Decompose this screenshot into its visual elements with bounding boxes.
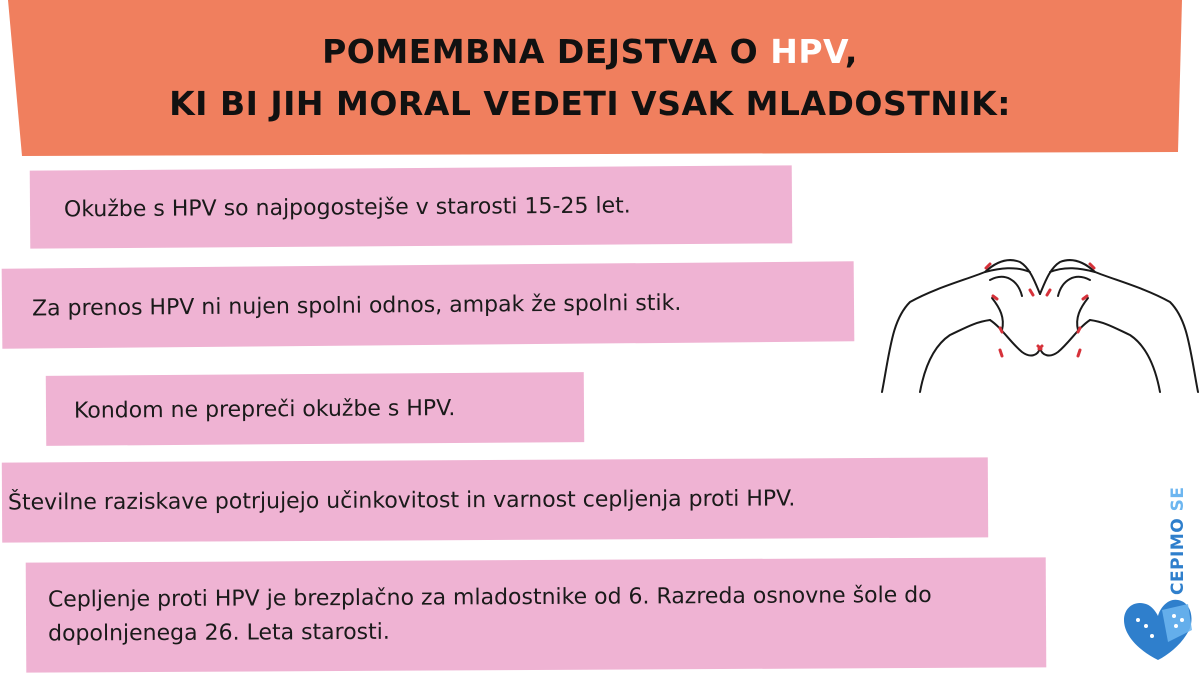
title-highlight: HPV bbox=[770, 32, 845, 71]
fact-text-4: Številne raziskave potrjujejo učinkovitost in varnost cepljenja proti HPV. bbox=[7, 485, 796, 516]
fact-text-2: Za prenos HPV ni nujen spolni odnos, ampak že spolni stik. bbox=[31, 290, 682, 321]
title-line-2: KI BI JIH MORAL VEDETI VSAK MLADOSTNIK: bbox=[169, 84, 1011, 123]
page-title bbox=[60, 26, 1120, 130]
logo-wordmark: CEPIMO SE bbox=[1168, 486, 1188, 595]
fact-box-5 bbox=[26, 557, 1047, 672]
heart-hands-icon bbox=[880, 250, 1200, 400]
fact-text-1: Okužbe s HPV so najpogostejše v starosti 15-25 let. bbox=[63, 192, 631, 222]
fact-box-1 bbox=[30, 165, 793, 248]
title-line-1: POMEMBNA DEJSTVA O HPV, bbox=[322, 32, 858, 71]
fact-text-3: Kondom ne prepreči okužbe s HPV. bbox=[73, 395, 456, 424]
fact-box-4 bbox=[2, 457, 988, 542]
fact-text-5: Cepljenje proti HPV je brezplačno za mladostnike od 6. Razreda osnovne šole do dopolnjenega 26. Leta starosti. bbox=[47, 582, 932, 647]
fact-box-3 bbox=[46, 372, 584, 446]
fact-box-2 bbox=[2, 261, 855, 348]
